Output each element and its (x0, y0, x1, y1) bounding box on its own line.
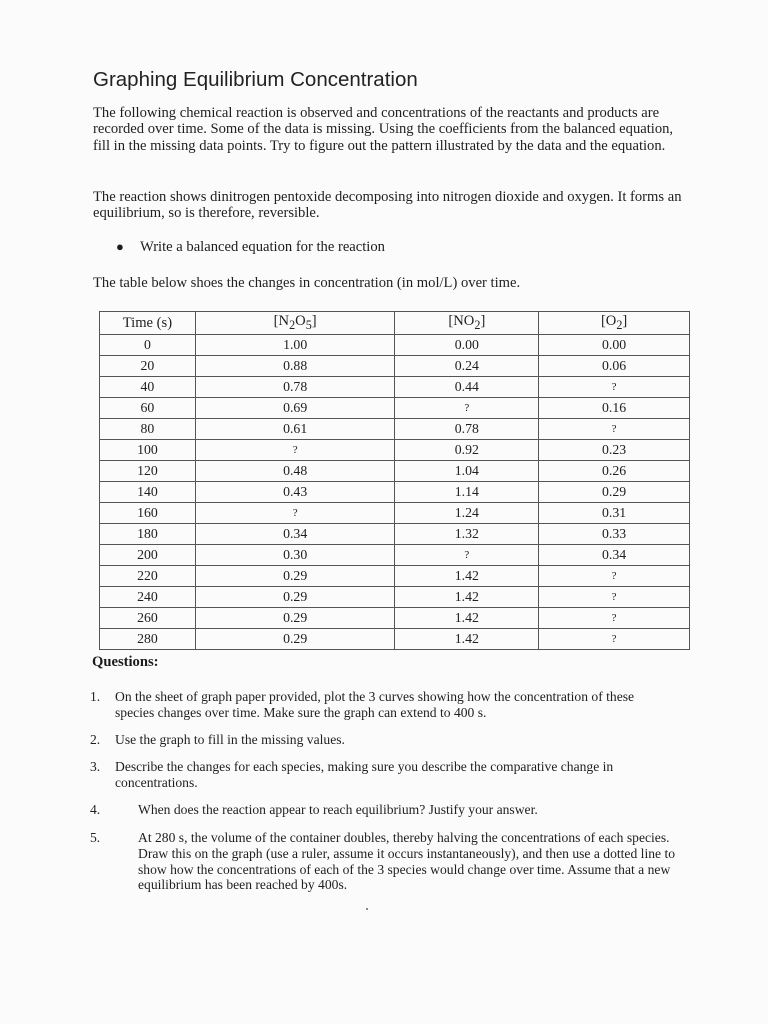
cell-no2: 1.42 (395, 629, 539, 650)
cell-o2: 0.34 (539, 545, 690, 566)
cell-n2o5: ? (195, 440, 395, 461)
cell-o2: ? (539, 419, 690, 440)
table-row (100, 356, 690, 377)
cell-no2: 1.24 (395, 503, 539, 524)
cell-o2: ? (539, 629, 690, 650)
cell-no2: 0.78 (395, 419, 539, 440)
table-row (100, 503, 690, 524)
header-o2: $[O_2]$ (539, 312, 690, 335)
question-item (90, 802, 678, 818)
cell-n2o5: 0.88 (195, 356, 395, 377)
cell-time: 140 (100, 482, 196, 503)
cell-o2: 0.29 (539, 482, 690, 503)
question-number: 4. (90, 802, 101, 817)
cell-o2: 0.26 (539, 461, 690, 482)
intro-paragraph: The following chemical reaction is observed and concentrations of the reactants and products are recorded over time. Some of the data is missing. Using the coefficients from the balanced equation, fill in the missing data points. Try to figure out the pattern illustrated by the data and the equation. (93, 105, 674, 154)
question-text: Describe the changes for each species, making sure you describe the comparative change in concentrations. (115, 759, 614, 790)
question-item (90, 689, 675, 721)
cell-o2: ? (539, 566, 690, 587)
cell-time: 100 (100, 440, 196, 461)
question-item (90, 830, 683, 893)
cell-time: 60 (100, 398, 196, 419)
cell-o2: 0.33 (539, 524, 690, 545)
cell-time: 200 (100, 545, 196, 566)
cell-time: 260 (100, 608, 196, 629)
bullet-text: Write a balanced equation for the reaction (140, 239, 385, 255)
cell-n2o5: 0.61 (195, 419, 395, 440)
cell-no2: 0.92 (395, 440, 539, 461)
cell-n2o5: 0.29 (195, 608, 395, 629)
question-text: When does the reaction appear to reach equilibrium? Justify your answer. (138, 802, 538, 817)
header-time: Time (s) (100, 312, 196, 335)
question-text: At 280 s, the volume of the container doubles, thereby halving the concentrations of each species. Draw this on the graph (use a ruler, assume it occurs instantaneously), and then use a dotted line to show how the concentrations of each of the 3 species would change over time. Assume that a new equilibrium has been reached by 400s. (138, 830, 676, 893)
cell-time: 180 (100, 524, 196, 545)
table-row (100, 524, 690, 545)
cell-time: 240 (100, 587, 196, 608)
cell-o2: ? (539, 587, 690, 608)
table-row (100, 482, 690, 503)
cell-n2o5: ? (195, 503, 395, 524)
table-row (100, 461, 690, 482)
cell-no2: 1.32 (395, 524, 539, 545)
question-number: 3. (90, 759, 101, 774)
table-row (100, 440, 690, 461)
table-row (100, 566, 690, 587)
table-intro-paragraph: The table below shoes the changes in concentration (in mol/L) over time. (93, 275, 521, 291)
reaction-paragraph: The reaction shows dinitrogen pentoxide decomposing into nitrogen dioxide and oxygen. It forms an equilibrium, so is therefore, reversible. (93, 189, 682, 222)
cell-o2: ? (539, 608, 690, 629)
question-number: 2. (90, 732, 101, 747)
cell-time: 80 (100, 419, 196, 440)
question-number: 5. (90, 830, 101, 845)
cell-no2: 0.44 (395, 377, 539, 398)
table-row (100, 629, 690, 650)
question-number: 1. (90, 689, 101, 704)
cell-no2: 1.42 (395, 566, 539, 587)
cell-n2o5: 0.29 (195, 566, 395, 587)
table-row (100, 419, 690, 440)
cell-n2o5: 0.48 (195, 461, 395, 482)
cell-o2: ? (539, 377, 690, 398)
question-text: Use the graph to fill in the missing values. (115, 732, 345, 747)
cell-n2o5: 0.43 (195, 482, 395, 503)
table-row (100, 587, 690, 608)
cell-o2: 0.23 (539, 440, 690, 461)
cell-time: 40 (100, 377, 196, 398)
cell-o2: 0.16 (539, 398, 690, 419)
table-row (100, 545, 690, 566)
cell-n2o5: 1.00 (195, 335, 395, 356)
cell-n2o5: 0.34 (195, 524, 395, 545)
cell-o2: 0.06 (539, 356, 690, 377)
bullet-icon: ● (116, 239, 124, 254)
cell-no2: 1.04 (395, 461, 539, 482)
header-n2o5: $[N_2O_5]$ (195, 312, 395, 335)
table-row (100, 608, 690, 629)
table-row (100, 377, 690, 398)
bullet-item (116, 239, 385, 255)
cell-time: 20 (100, 356, 196, 377)
table-row (100, 335, 690, 356)
cell-n2o5: 0.29 (195, 629, 395, 650)
cell-o2: 0.00 (539, 335, 690, 356)
cell-time: 160 (100, 503, 196, 524)
question-text: On the sheet of graph paper provided, plot the 3 curves showing how the concentration of these species changes over time. Make sure the graph can extend to 400 s. (115, 689, 635, 720)
cell-no2: ? (395, 545, 539, 566)
cell-n2o5: 0.29 (195, 587, 395, 608)
question-item (90, 759, 675, 791)
question-item (90, 732, 675, 748)
page-title: Graphing Equilibrium Concentration (93, 68, 418, 91)
cell-no2: 1.42 (395, 608, 539, 629)
scan-speck (366, 908, 368, 910)
cell-n2o5: 0.30 (195, 545, 395, 566)
header-no2: $[NO_2]$ (395, 312, 539, 335)
cell-time: 0 (100, 335, 196, 356)
cell-no2: 1.42 (395, 587, 539, 608)
cell-n2o5: 0.69 (195, 398, 395, 419)
concentration-table (99, 311, 690, 650)
cell-time: 120 (100, 461, 196, 482)
cell-no2: 0.24 (395, 356, 539, 377)
questions-heading: Questions: (92, 654, 159, 670)
cell-time: 280 (100, 629, 196, 650)
cell-time: 220 (100, 566, 196, 587)
cell-o2: 0.31 (539, 503, 690, 524)
cell-no2: 0.00 (395, 335, 539, 356)
cell-no2: 1.14 (395, 482, 539, 503)
cell-n2o5: 0.78 (195, 377, 395, 398)
table-row (100, 398, 690, 419)
cell-no2: ? (395, 398, 539, 419)
table-header-row (100, 312, 690, 335)
